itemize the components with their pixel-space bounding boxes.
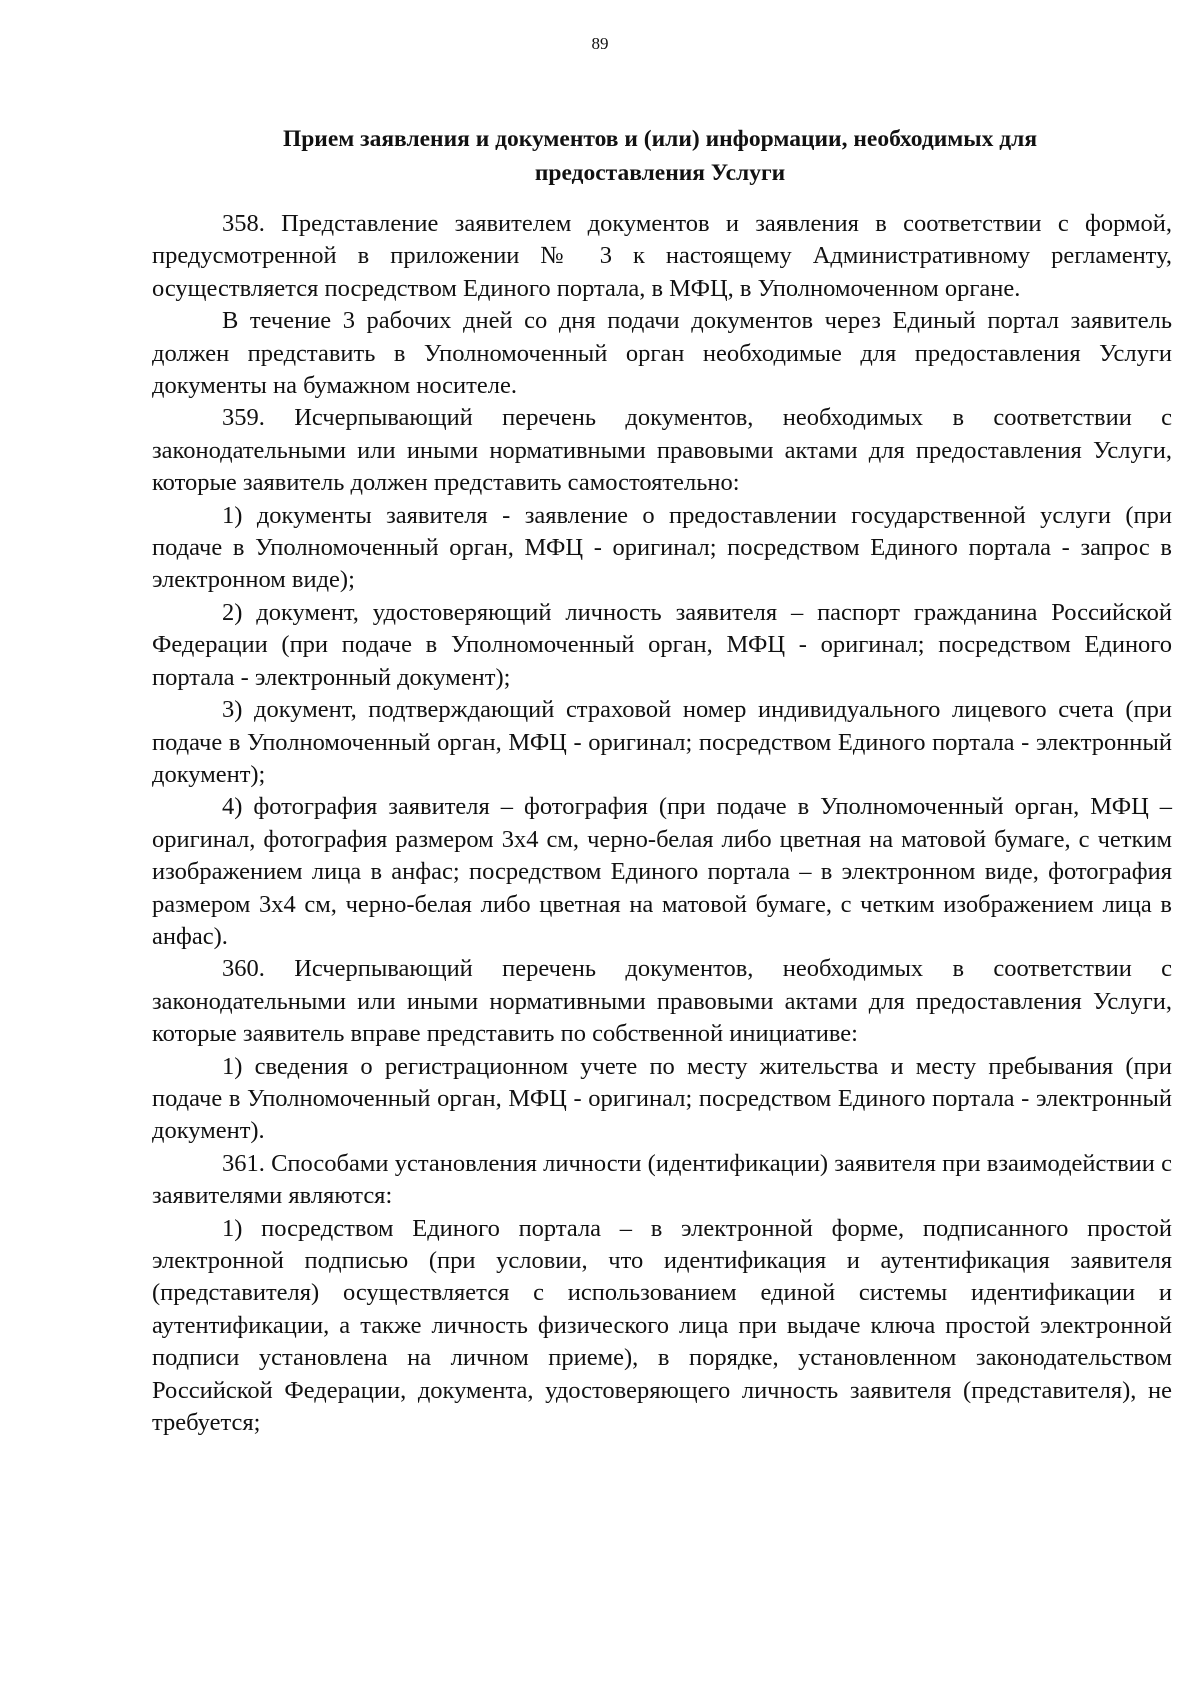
section-heading: [150, 122, 1170, 190]
paragraph-360: 360. Исчерпывающий перечень документов, необходимых в соответствии с законодательными или иными нормативными правовыми актами для предоставления Услуги, которые заявитель вправе представить по собственной инициативе:: [152, 955, 1172, 1048]
paragraph-359-item-3: 3) документ, подтверждающий страховой номер индивидуального лицевого счета (при подаче в Уполномоченный орган, МФЦ - оригинал; посредством Единого портала - электронный документ);: [152, 696, 1172, 788]
paragraph-360-item-1: 1) сведения о регистрационном учете по месту жительства и месту пребывания (при подаче в Уполномоченный орган, МФЦ - оригинал; посредством Единого портала - электронный документ).: [152, 1052, 1172, 1145]
paragraph-358: 358. Представление заявителем документов и заявления в соответствии с формой, предусмотренной в приложении № 3 к настоящему Административному регламенту, осуществляется посредством Единого портала, в МФЦ, в Уполномоченном органе.: [152, 210, 1172, 302]
paragraph-361: 361. Способами установления личности (идентификации) заявителя при взаимодействии с заявителями являются:: [152, 1149, 1172, 1210]
page-number: 89: [591, 34, 609, 53]
document-body: [152, 208, 1172, 1439]
paragraph-359-item-4: 4) фотография заявителя – фотография (при подаче в Уполномоченный орган, МФЦ – оригинал, фотография размером 3х4 см, черно-белая либо цветная на матовой бумаге, с четким изображением лица в анфас; посредством Единого портала – в электронном виде, фотография размером 3х4 см, черно-белая либо цветная на матовой бумаге, с четким изображением лица в анфас).: [152, 793, 1172, 950]
paragraph-359-item-2: 2) документ, удостоверяющий личность заявителя – паспорт гражданина Российской Федерации (при подаче в Уполномоченный орган, МФЦ - оригинал; посредством Единого портала - электронный документ);: [152, 598, 1172, 691]
section-heading-line-1: Прием заявления и документов и (или) информации, необходимых для: [282, 126, 1038, 152]
paragraph-361-item-1: 1) посредством Единого портала – в электронной форме, подписанного простой электронной подписью (при условии, что идентификация и аутентификация заявителя (представителя) осуществляется с использованием единой системы идентификации и аутентификации, а также личность физического лица при выдаче ключа простой электронной подписи установлена на личном приеме), в порядке, установленном законодательством Российской Федерации, документа, удостоверяющего личность заявителя (представителя), не требуется;: [152, 1214, 1172, 1437]
paragraph-358-deadline: В течение 3 рабочих дней со дня подачи документов через Единый портал заявитель должен представить в Уполномоченный орган необходимые для предоставления Услуги документы на бумажном носителе.: [152, 307, 1172, 400]
section-heading-line-2: предоставления Услуги: [534, 160, 786, 186]
paragraph-359: 359. Исчерпывающий перечень документов, необходимых в соответствии с законодательными или иными нормативными правовыми актами для предоставления Услуги, которые заявитель должен представить самостоятельно:: [152, 404, 1172, 497]
paragraph-359-item-1: 1) документы заявителя - заявление о предоставлении государственной услуги (при подаче в Уполномоченный орган, МФЦ - оригинал; посредством Единого портала - запрос в электронном виде);: [152, 501, 1172, 594]
